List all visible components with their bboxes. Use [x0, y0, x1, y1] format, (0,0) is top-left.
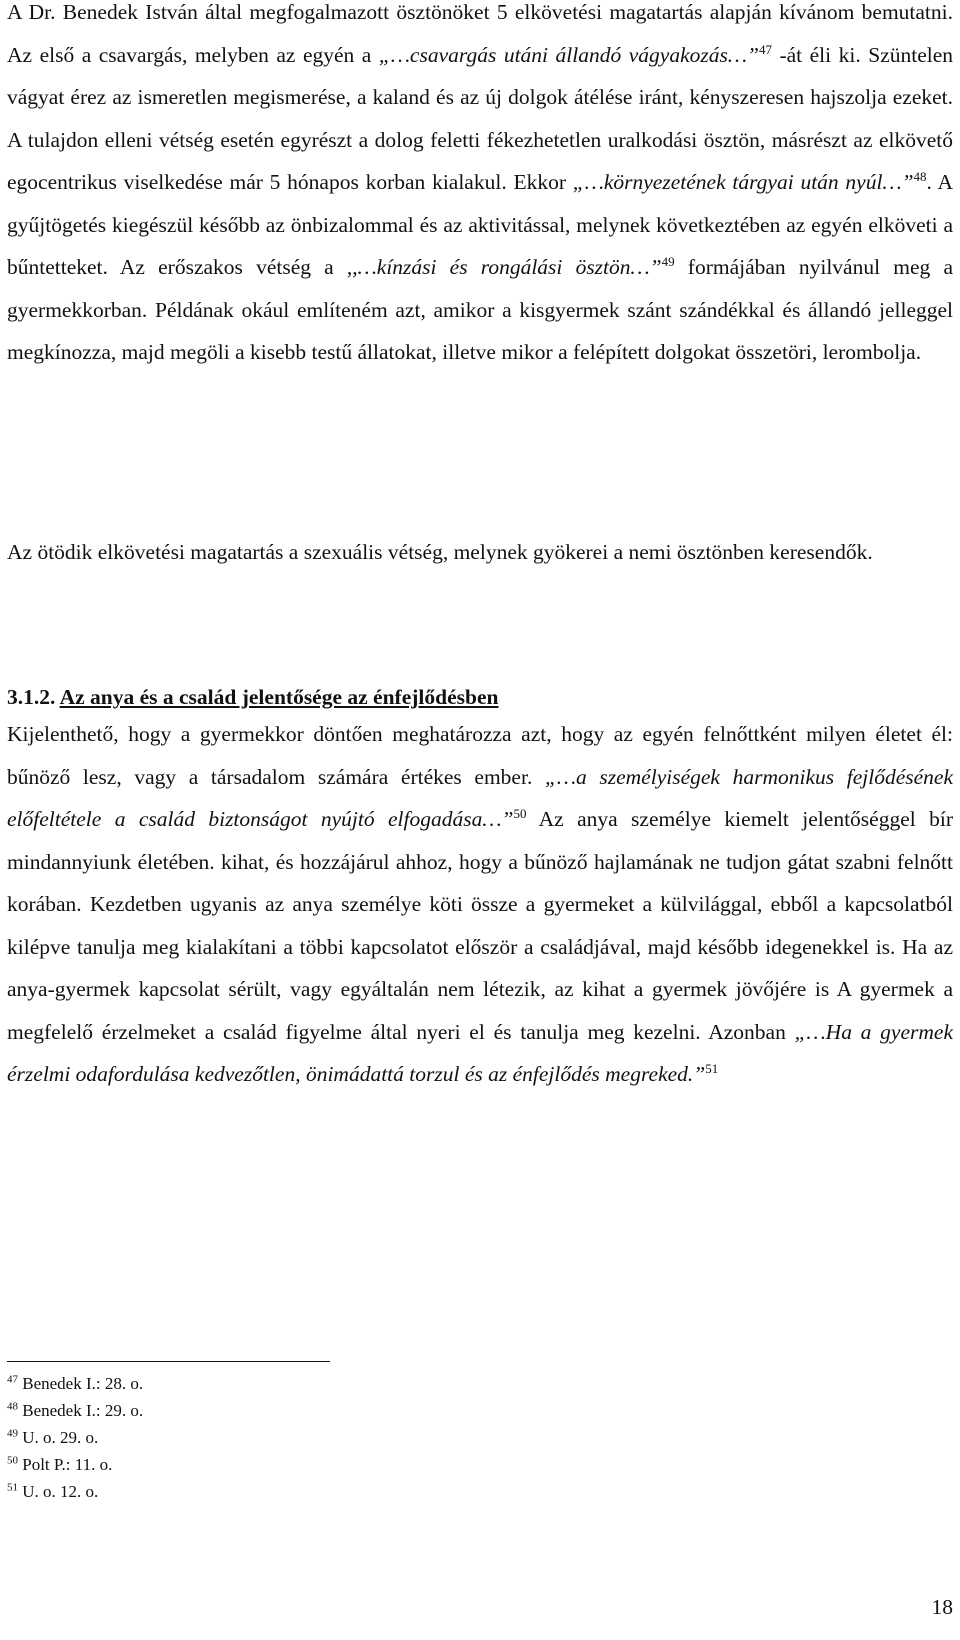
footnote-ref-47: 47 [758, 41, 772, 57]
footnote-number: 50 [7, 1454, 18, 1467]
quote-vagrancy: „…csavargás utáni állandó vágyakozás…” [378, 42, 759, 67]
footnote-text: Benedek I.: 28. o. [22, 1374, 144, 1393]
footnotes [7, 1370, 143, 1505]
footnote-text: Polt P.: 11. o. [22, 1455, 113, 1474]
footnote-ref-48: 48 [913, 168, 927, 184]
para1-text-3: . A gyűjtögetés kiegészül később az önbizalommal és az aktivitással, melynek következtében az egyén elköveti a bűntetteket. Az erőszakos vétség a [7, 170, 954, 279]
para1-text-4: formájában nyilvánul meg a gyermekkorban. Példának okául említeném azt, amikor a kisgyermek szánt szándékkal és állandó jelleggel megkínozza, majd megöli a kisebb testű állatokat, illetve mikor a felépített dolgokat összetöri, lerombolja. [7, 255, 953, 364]
paragraph-sexual-offense: Az ötödik elkövetési magatartás a szexuális vétség, melynek gyökerei a nemi ösztönben keresendők. [7, 540, 873, 564]
footnote-51 [7, 1478, 143, 1505]
para3-text-2: Az anya személye kiemelt jelentőséggel bír mindannyiunk életében. kihat, és hozzájárul ahhoz, hogy a bűnöző hajlamának ne tudjon gátat szabni felnőtt korában. Kezdetben ugyanis az anya személye köti össze a gyermeket a külvilággal, ebből a kapcsolatból kilépve tanulja meg kialakítani a többi kapcsolatot először a családjával, majd később idegenekkel is. Ha az anya-gyermek kapcsolat sérült, vagy egyáltalán nem létezik, az kihat a gyermek jövőjére is A gyermek a megfelelő érzelmeket a család figyelme által nyeri el és tanulja meg kezelni. Azonban [7, 807, 953, 1044]
para3-text-1: Kijelenthető, hogy a gyermekkor döntően meghatározza azt, hogy az egyén felnőttként milyen életet él: bűnöző lesz, vagy a társadalom számára értékes ember. [7, 722, 953, 789]
page-number: 18 [931, 1595, 953, 1619]
quote-emotional-attention: „…Ha a gyermek érzelmi odafordulása kedvezőtlen, önimádattá torzul és az énfejlődés megreked.” [7, 1019, 953, 1086]
footnote-number: 48 [7, 1400, 18, 1413]
footnote-49 [7, 1424, 143, 1451]
footnote-48 [7, 1397, 143, 1424]
section-title: Az anya és a család jelentősége az énfejlődésben [59, 685, 499, 709]
footnote-number: 49 [7, 1427, 18, 1440]
footnote-text: U. o. 29. o. [22, 1428, 99, 1447]
footnote-text: Benedek I.: 29. o. [22, 1401, 144, 1420]
para1-text-2: -át éli ki. Szüntelen vágyat érez az ismeretlen megismerése, a kaland és az új dolgok átélése iránt, kényszeresen hajszolja ezeket. A tulajdon elleni vétség esetén egyrészt a dolog feletti fékezhetetlen uralkodási ösztön, másrészt az elkövető egocentrikus viselkedése már 5 hónapos korban kialakul. Ekkor [7, 42, 954, 194]
footnote-number: 47 [7, 1373, 18, 1386]
footnote-50 [7, 1451, 143, 1478]
quote-torture: ,,…kínzási és rongálási ösztön…” [346, 255, 662, 279]
footnote-text: U. o. 12. o. [22, 1482, 99, 1501]
para1-text-1: A Dr. Benedek István által megfogalmazott ösztönöket 5 elkövetési magatartás alapján kívánom bemutatni. Az első a csavargás, melyben az egyén a [7, 0, 953, 67]
footnote-separator [7, 1361, 330, 1362]
section-heading [7, 682, 498, 712]
footnote-ref-51: 51 [705, 1060, 719, 1076]
footnote-ref-50: 50 [513, 805, 527, 821]
footnote-ref-49: 49 [661, 253, 675, 269]
paragraph-mother-family [7, 713, 953, 1096]
quote-family-acceptance: „…a személyiségek harmonikus fejlődésének előfeltétele a család biztonságot nyújtó elfogadása…” [7, 764, 953, 831]
quote-reaching: „…környezetének tárgyai után nyúl…” [572, 170, 914, 194]
section-number: 3.1.2. [7, 685, 56, 709]
footnote-47 [7, 1370, 143, 1397]
footnote-number: 51 [7, 1481, 18, 1494]
paragraph-instincts [7, 0, 953, 374]
